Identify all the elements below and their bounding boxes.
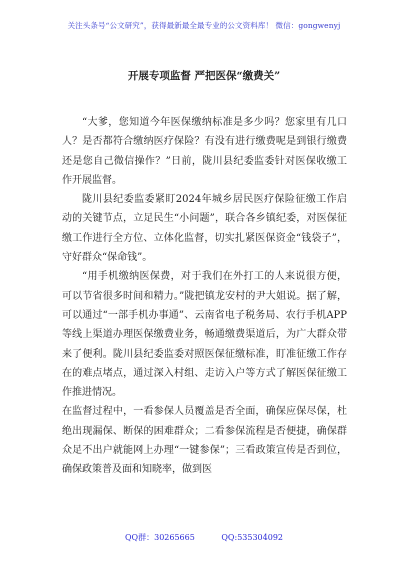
footer-qq-group: QQ群：30265665	[124, 533, 195, 542]
footer	[0, 532, 408, 543]
paragraph-3: “用手机缴纳医保费，对于我们在外打工的人来说很方便，可以节省很多时间和精力。”陇把镇龙安村的尹大姐说。据了解，可以通过“一部手机办事通”、云南省电子税务局、农行手机APP等线上渠道办理医保缴费业务，畅通缴费渠道后，为广大群众带来了便利。陇川县纪委监委对照医保征缴标准，盯准征缴工作存在的难点堵点，通过深入村组、走访入户等方式了解医保征缴工作推进情况。	[62, 271, 347, 399]
paragraph-4: 在监督过程中，一看参保人员覆盖是否全面，确保应保尽保，杜绝出现漏保、断保的困难群众；二看参保流程是否便捷，确保群众足不出户就能网上办理“一键参保”；三看政策宣传是否到位，确保政策普及面和知晓率，做到医	[62, 406, 347, 476]
paragraph-1: “大爹，您知道今年医保缴纳标准是多少吗？您家里有几口人？是否都符合缴纳医疗保险？有没有进行缴费呢是到银行缴费还是您自己微信操作？”日前，陇川县纪委监委针对医保收缴工作开展监督。	[62, 117, 347, 186]
footer-qq: QQ:535304092	[221, 533, 283, 542]
document-title: 开展专项监督 严把医保“缴费关”	[127, 70, 281, 82]
document-body	[62, 113, 347, 480]
header-banner: 关注头条号“公文研究”，获得最新最全最专业的公文资料库！ 微信：gongwenyj	[67, 21, 341, 30]
paragraph-2: 陇川县纪委监委紧盯2024年城乡居民医疗保险征缴工作启动的关键节点，立足民生“小问题”，联合各乡镇纪委，对医保征缴工作进行全方位、立体化监督，切实扎紧医保资金“钱袋子”，守好群众“保命钱”。	[62, 194, 347, 264]
